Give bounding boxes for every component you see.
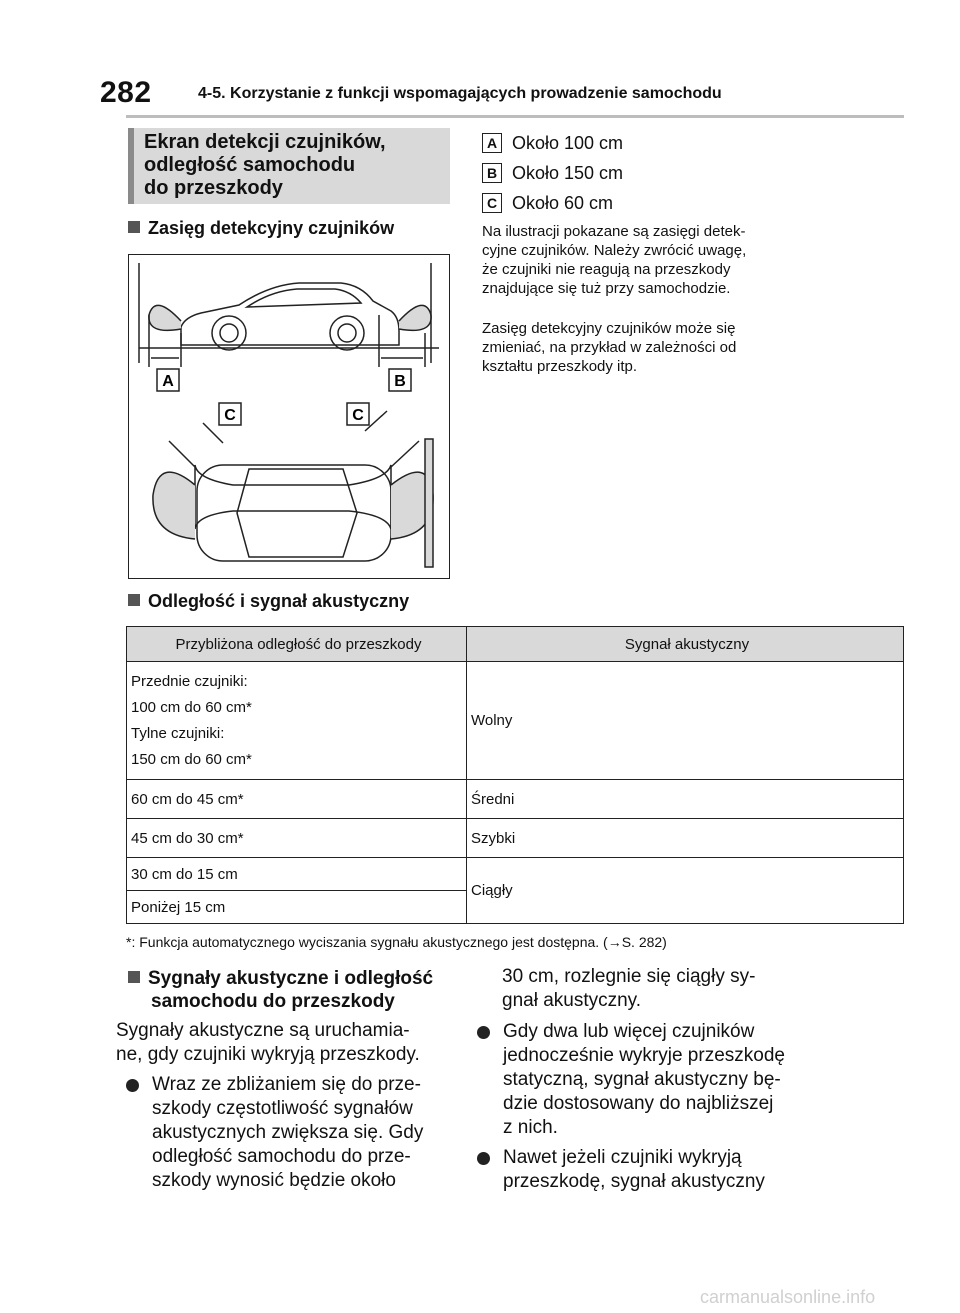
legend-item-c [482, 191, 613, 215]
legend-text: Około 60 cm [512, 192, 614, 213]
footnote: *: Funkcja automatycznego wyciszania sygnału akustycznego jest dostępna. (→S. 282) [126, 934, 667, 950]
body-line: z nich. [503, 1117, 558, 1138]
body-line: szkody częstotliwość sygnałów [152, 1098, 413, 1119]
table-header-cell: Sygnał akustyczny [467, 627, 904, 662]
subheading-signals [128, 967, 433, 1013]
figure-label-c-left [219, 403, 241, 425]
bullet-item [126, 1073, 456, 1193]
square-bullet-icon [128, 221, 140, 233]
table-row [127, 662, 904, 780]
body-line: Sygnały akustyczne są uruchamia- [116, 1020, 410, 1041]
distance-signal-table [126, 626, 904, 924]
legend-key: A [482, 133, 502, 153]
subheading-distance [128, 591, 409, 612]
legend-item-b [482, 161, 623, 185]
svg-text:A: A [162, 373, 174, 390]
square-bullet-icon [128, 971, 140, 983]
note-line: Na ilustracji pokazane są zasięgi detek- [482, 223, 746, 240]
body-line: ne, gdy czujniki wykryją przeszkody. [116, 1044, 420, 1065]
note-line: znajdujące się tuż przy samochodzie. [482, 280, 731, 297]
cell-line: 100 cm do 60 cm* [131, 698, 252, 716]
legend-text: Około 150 cm [512, 162, 624, 183]
subheading-distance-text: Odległość i sygnał akustyczny [148, 591, 410, 611]
note-paragraph [482, 222, 807, 298]
table-row [127, 780, 904, 819]
bullet-item [477, 1146, 827, 1194]
body-line: Nawet jeżeli czujniki wykryją [503, 1147, 742, 1168]
bullet-continuation [502, 965, 832, 1013]
square-bullet-icon [128, 594, 140, 606]
chapter-title: 4-5. Korzystanie z funkcji wspomagających prowadzenie samochodu [198, 85, 722, 102]
body-line: jednocześnie wykryje przeszkodę [503, 1045, 785, 1066]
subheading-range-text: Zasięg detekcyjny czujników [148, 218, 395, 238]
table-cell: 60 cm do 45 cm* [127, 780, 467, 819]
note-line: cyjne czujników. Należy zwrócić uwagę, [482, 242, 747, 259]
section-title-line: do przeszkody [144, 177, 283, 199]
sensor-range-illustration [129, 255, 449, 578]
table-cell: Wolny [467, 662, 904, 780]
table-header-row [127, 627, 904, 662]
bullet-dot-icon [477, 1026, 490, 1039]
figure-label-c-right [347, 403, 369, 425]
legend-text: Około 100 cm [512, 132, 624, 153]
sensor-range-figure [128, 254, 450, 579]
note-line: Zasięg detekcyjny czujników może się [482, 320, 736, 337]
body-line: Gdy dwa lub więcej czujników [503, 1021, 755, 1042]
cell-line: 150 cm do 60 cm* [131, 750, 252, 768]
subheading-signals-line: Sygnały akustyczne i odległość [148, 968, 434, 989]
header-rule [126, 115, 904, 118]
cell-line: Przednie czujniki: [131, 672, 248, 690]
section-title-line: Ekran detekcji czujników, [144, 131, 386, 153]
body-line: statyczną, sygnał akustyczny bę- [503, 1069, 781, 1090]
table-cell: Średni [467, 780, 904, 819]
table-cell: 45 cm do 30 cm* [127, 819, 467, 858]
figure-label-b [389, 369, 411, 391]
bullet-item [477, 1020, 827, 1140]
watermark: carmanualsonline.info [700, 1287, 876, 1307]
figure-label-a [157, 369, 179, 391]
page-number: 282 [100, 76, 152, 109]
table-cell [127, 662, 467, 780]
cell-line: Tylne czujniki: [131, 724, 225, 742]
section-title-line: odległość samochodu [144, 154, 356, 176]
table-row [127, 819, 904, 858]
svg-text:B: B [394, 373, 406, 390]
note-line: kształtu przeszkody itp. [482, 358, 638, 375]
note-line: zmieniać, na przykład w zależności od [482, 339, 737, 356]
bullet-dot-icon [477, 1152, 490, 1165]
body-line: akustycznych zwiększa się. Gdy [152, 1122, 424, 1143]
note-line: że czujniki nie reagują na przeszkody [482, 261, 731, 278]
intro-paragraph [116, 1019, 456, 1067]
svg-text:C: C [352, 407, 364, 424]
subheading-signals-line: samochodu do przeszkody [151, 991, 395, 1012]
body-line: Wraz ze zbliżaniem się do prze- [152, 1074, 421, 1095]
section-title-box [128, 128, 450, 204]
body-line: dzie dostosowany do najbliższej [503, 1093, 774, 1114]
table-cell: Szybki [467, 819, 904, 858]
body-line: 30 cm, rozlegnie się ciągły sy- [502, 966, 756, 987]
note-paragraph [482, 319, 807, 376]
legend-item-a [482, 131, 623, 155]
table-header-cell: Przybliżona odległość do przeszkody [127, 627, 467, 662]
body-line: szkody wynosić będzie około [152, 1170, 396, 1191]
legend-key: C [482, 193, 502, 213]
legend-key: B [482, 163, 502, 183]
table-cell: Ciągły [467, 858, 904, 924]
body-line: przeszkodę, sygnał akustyczny [503, 1171, 765, 1192]
bullet-dot-icon [126, 1079, 139, 1092]
body-line: gnał akustyczny. [502, 990, 642, 1011]
table-cell: 30 cm do 15 cm [127, 858, 467, 891]
svg-text:C: C [224, 407, 236, 424]
body-line: odległość samochodu do prze- [152, 1146, 411, 1167]
subheading-range [128, 218, 394, 239]
table-cell: Poniżej 15 cm [127, 891, 467, 924]
table-row [127, 858, 904, 891]
